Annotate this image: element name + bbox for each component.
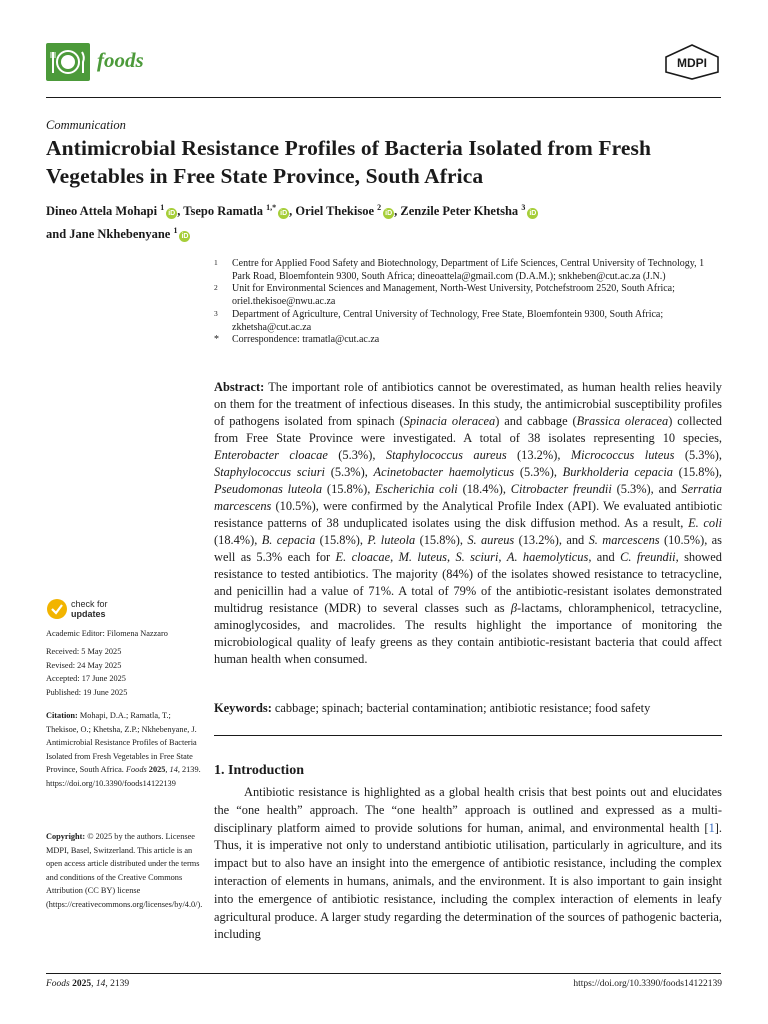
- abstract-text: (13.2%),: [506, 448, 571, 462]
- abstract-text: ,: [498, 550, 507, 564]
- affiliation-item: [214, 258, 722, 283]
- author-name[interactable]: Oriel Thekisoe: [295, 204, 374, 218]
- orcid-icon[interactable]: iD: [529, 210, 537, 217]
- author-name[interactable]: Tsepo Ramatla: [183, 204, 264, 218]
- species-name: Brassica oleracea: [576, 414, 669, 428]
- species-name: Spinacia oleracea: [403, 414, 496, 428]
- abstract-text: (10.5%), were confirmed by the Analytical Profile Index (API). We evaluated antibiotic resistance patterns of 38 unduplicated isolates using the disk diffusion method. As a result,: [214, 499, 722, 530]
- footer-divider: [46, 973, 721, 974]
- abstract-text: (5.3%),: [514, 465, 563, 479]
- check-updates-line: check for: [71, 599, 108, 609]
- species-name: Staphylococcus aureus: [385, 448, 507, 462]
- check-updates-label: [71, 599, 108, 619]
- check-for-updates-button[interactable]: [46, 598, 126, 620]
- orcid-icon[interactable]: iD: [168, 210, 176, 217]
- author-name[interactable]: Dineo Attela Mohapi: [46, 204, 158, 218]
- species-name: Serratia marcescens: [214, 482, 722, 513]
- abstract-text: The important role of antibiotics cannot be overestimated, as human health relies heavily on them for the treatment of infectious diseases. In this study, the antimicrobial susceptibility profiles of pathogens isolated from spinach (: [214, 380, 722, 428]
- footer-separator: ,: [91, 979, 96, 989]
- academic-editor: Academic Editor: Filomena Nazzaro: [46, 629, 168, 638]
- affiliation-text: Centre for Applied Food Safety and Biotechnology, Department of Life Sciences, Central University of Technology, 1 Park Road, Bloemfontein 9300, South Africa; dineoattela@gmail.com (D.A.M.); snkheben@cut.ac.za (J.N.): [232, 258, 705, 282]
- species-name: Citrobacter freundii: [510, 482, 612, 496]
- footer-citation: [46, 979, 129, 989]
- author-affiliation-mark: 2: [377, 203, 382, 212]
- species-name: E. cloacae: [335, 550, 391, 564]
- species-name: Acinetobacter haemolyticus: [373, 465, 515, 479]
- abstract-text: (5.3%),: [674, 448, 722, 462]
- affiliation-number: 2: [214, 283, 218, 293]
- orcid-icon[interactable]: iD: [385, 210, 393, 217]
- abstract-text: -lactams, chloramphenicol, tetracycline, aminoglycosides, and macrolides. The results highlight the importance of monitoring the microbiological quality of leafy greens as they contain antibiotic-resistant bacteria that could affect human health when consumed.: [214, 601, 722, 666]
- abstract-text: (15.8%),: [322, 482, 376, 496]
- citation-volume: 14: [169, 765, 178, 774]
- footer-article-number: , 2139: [105, 979, 130, 989]
- affiliation-text: Department of Agriculture, Central University of Technology, Free State, Bloemfontein 9300, South Africa; zkhetsha@cut.ac.za: [232, 308, 664, 333]
- orcid-icon[interactable]: iD: [181, 233, 189, 240]
- abstract-text: ,: [447, 550, 456, 564]
- keywords-text: cabbage; spinach; bacterial contamination; antibiotic resistance; food safety: [271, 701, 651, 715]
- abstract-text: (5.3%),: [325, 465, 374, 479]
- abstract-text: , and: [588, 550, 621, 564]
- abstract-text: (18.4%),: [457, 482, 511, 496]
- abstract-text: (5.3%), and: [611, 482, 682, 496]
- greek-symbol: β: [510, 601, 518, 615]
- abstract-text: ) and cabbage (: [495, 414, 577, 428]
- citation-separator: ,: [165, 765, 170, 774]
- journal-logo: [46, 43, 90, 81]
- accepted-date: Accepted: 17 June 2025: [46, 674, 126, 683]
- copyright-label: Copyright:: [46, 832, 86, 841]
- author-affiliation-mark: 1: [173, 226, 178, 235]
- received-date: Received: 5 May 2025: [46, 647, 122, 656]
- abstract-text: (18.4%),: [214, 533, 262, 547]
- correspondence-item: [214, 334, 722, 347]
- publication-dates: [46, 645, 204, 699]
- abstract: [214, 379, 722, 668]
- species-name: Burkholderia cepacia: [562, 465, 673, 479]
- revised-date: Revised: 24 May 2025: [46, 660, 122, 670]
- check-updates-icon: [46, 598, 68, 620]
- keywords-label: Keywords:: [214, 701, 272, 715]
- journal-name: foods: [97, 48, 144, 72]
- keywords: [214, 700, 722, 717]
- orcid-icon[interactable]: iD: [280, 210, 288, 217]
- abstract-text: (5.3%),: [327, 448, 386, 462]
- abstract-text: showed resistance to tested antibiotics. The majority (84%) of the isolates showed resistance to tetracycline, and penicillin had a value of 71%. A total of 79% of the antibiotic-resistant isolates demonstrated multidrug resistance (MDR) to several classes such as: [214, 550, 722, 615]
- intro-text: Antibiotic resistance is highlighted as a global health crisis that best points out and elucidates the “one health” approach. The “one health” approach is outlined and expressed as a multi-disciplinary platform aimed to provide solutions for human, animal, and environmental health [: [214, 785, 722, 835]
- footer-volume: 14: [95, 979, 106, 989]
- published-date: Published: 19 June 2025: [46, 687, 128, 697]
- check-updates-line: updates: [71, 609, 106, 619]
- article-type: Communication: [46, 118, 126, 132]
- species-name: Escherichia coli: [375, 482, 458, 496]
- intro-paragraph: [214, 784, 722, 944]
- species-name: Micrococcus luteus: [570, 448, 675, 462]
- abstract-text: (13.2%), and: [514, 533, 589, 547]
- section-heading: 1. Introduction: [214, 763, 304, 778]
- citation-doi[interactable]: , 2139. https://doi.org/10.3390/foods14122139: [46, 765, 201, 788]
- citation-year: 2025: [146, 765, 166, 774]
- abstract-text: ,: [390, 550, 399, 564]
- footer-doi-link[interactable]: https://doi.org/10.3390/foods14122139: [573, 979, 722, 989]
- author-affiliation-mark: 3: [521, 203, 526, 212]
- affiliation-text: Unit for Environmental Sciences and Management, North-West University, Potchefstroom 2520, South Africa; oriel.thekisoe@nwu.ac.za: [232, 283, 675, 308]
- abstract-text: (15.8%),: [315, 533, 368, 547]
- citation-link[interactable]: 1: [708, 820, 715, 835]
- citation-text: Mohapi, D.A.; Ramatla, T.; Thekisoe, O.; Khetsha, Z.P.; Nkhebenyane, J. Antimicrobial Resistance Profiles of Bacteria Isolated from Fresh Vegetables in Free State Province, South Africa.: [46, 711, 197, 774]
- mdpi-logo-text: MDPI: [677, 56, 707, 70]
- abstract-text: (15.8%),: [672, 465, 723, 479]
- affiliation-number: *: [214, 334, 219, 346]
- abstract-label: Abstract:: [214, 380, 265, 394]
- affiliation-item: [214, 283, 722, 308]
- author-name[interactable]: Zenzile Peter Khetsha: [400, 204, 519, 218]
- species-name: C. freundii,: [620, 550, 679, 564]
- species-name: E. coli: [688, 516, 722, 530]
- footer-year: 2025: [69, 979, 92, 989]
- article-title: Antimicrobial Resistance Profiles of Bacteria Isolated from Fresh Vegetables in Free State Province, South Africa: [46, 136, 652, 188]
- abstract-text: (10.5%), as well as 5.3% each for: [214, 533, 722, 564]
- species-name: A. haemolyticus: [506, 550, 589, 564]
- abstract-text: (15.8%),: [415, 533, 468, 547]
- species-name: B. cepacia: [261, 533, 316, 547]
- copyright-text: © 2025 by the authors. Licensee MDPI, Basel, Switzerland. This article is an open access article distributed under the terms and conditions of the Creative Commons Attribution (CC BY) license (https://creativecommons.org/licenses/by/4.0/).: [46, 832, 203, 909]
- species-name: Pseudomonas luteola: [214, 482, 323, 496]
- citation-label: Citation:: [46, 711, 78, 720]
- author-affiliation-mark: 1: [160, 203, 165, 212]
- species-name: S. sciuri: [455, 550, 499, 564]
- citation-journal: Foods: [125, 765, 147, 774]
- affiliation-number: 3: [214, 308, 218, 318]
- copyright-block: [46, 830, 204, 911]
- affiliation-item: [214, 309, 722, 334]
- section-divider: [214, 735, 722, 736]
- correspondence-text: Correspondence: tramatla@cut.ac.za: [232, 334, 380, 346]
- author-affiliation-mark: 1,*: [266, 203, 277, 212]
- footer-journal: Foods: [46, 979, 70, 989]
- foods-plate-icon: [46, 43, 90, 81]
- species-name: S. marcescens: [588, 533, 660, 547]
- intro-text: ]. Thus, it is imperative not only to understand antibiotic utilisation, particularly in agriculture, and its impact but to also have an insight into the emergence of antibiotic resistance, including the complex interaction of elements in humans, animals, and the environment. It is also important to gain insight into the emergence of antibiotic resistance, including the complex interaction of elements in leafy agricultural produce. A larger study regarding the determination of the sources of pathogenic bacteria, including: [214, 820, 722, 942]
- affiliation-number: 1: [214, 258, 218, 267]
- mdpi-logo: [664, 44, 720, 80]
- species-name: Enterobacter cloacae: [214, 448, 328, 462]
- species-name: P. luteola: [367, 533, 416, 547]
- species-name: M. luteus: [398, 550, 447, 564]
- header-divider: [46, 97, 721, 98]
- abstract-text: ) collected from Free State Province were investigated. A total of 38 isolates representing 10 species,: [214, 414, 722, 445]
- species-name: Staphylococcus sciuri: [214, 465, 325, 479]
- affiliations: [214, 258, 722, 347]
- author-list: Dineo Attela Mohapi $^1$iD , Tsepo Ramatla $^{1,*}$iD , Oriel Thekisoe $^2$iD , Zenzile Peter Khetsha $^3$iD and Jane Nkhebenyane $^1$iD: [46, 203, 537, 241]
- author-name[interactable]: Jane Nkhebenyane: [69, 227, 171, 241]
- citation-block: [46, 709, 204, 790]
- species-name: S. aureus: [467, 533, 515, 547]
